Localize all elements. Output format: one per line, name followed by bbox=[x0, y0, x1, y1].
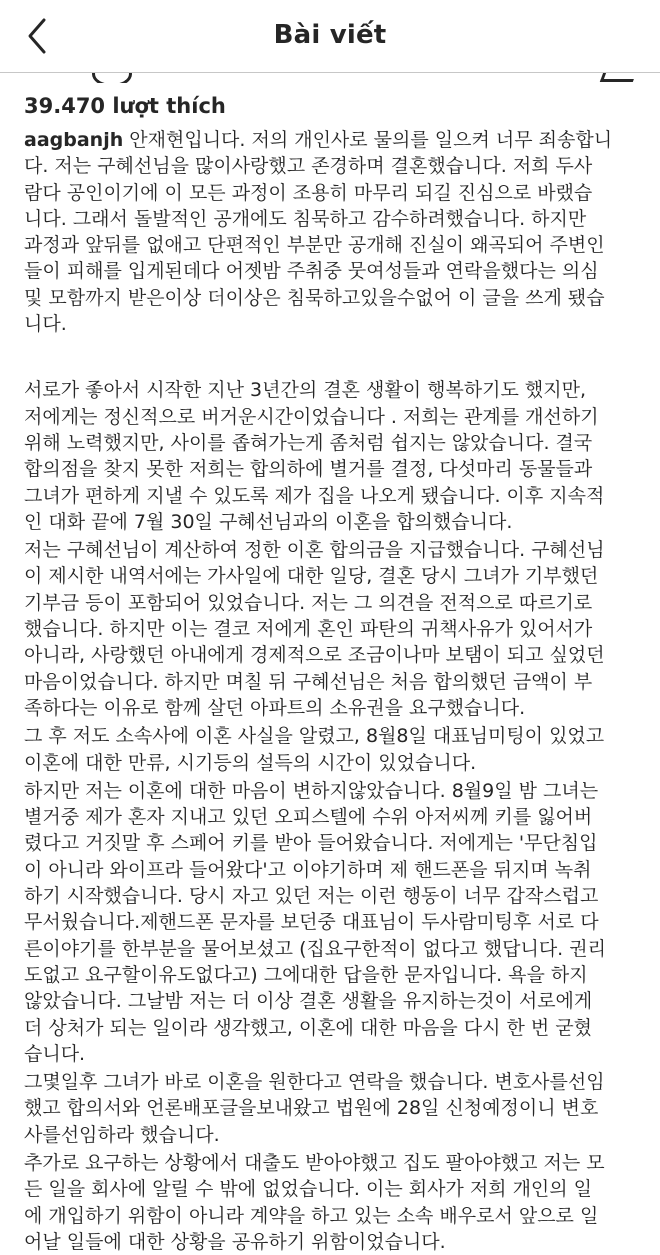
caption-line: 했습니다. 하지만 이는 결코 저에게 혼인 파탄의 귀책사유가 있어서가 bbox=[24, 618, 593, 641]
caption-line: 마음이었습니다. 하지만 며칠 뒤 구혜선님은 처음 합의했던 금액이 부 bbox=[24, 670, 593, 693]
caption-line: 했고 합의서와 언론배포글을보내왔고 법원에 28일 신청예정이니 변호 bbox=[24, 1097, 599, 1120]
caption-paragraph bbox=[24, 1150, 636, 1255]
caption-line: 들이 피해를 입게된데다 어젯밤 주취중 뭇여성들과 연락을했다는 의심 bbox=[24, 260, 599, 283]
caption-line: 서로가 좋아서 시작한 지난 3년간의 결혼 생활이 행복하기도 했지만, bbox=[24, 379, 587, 402]
caption-line: 추가로 요구하는 상황에서 대출도 받아야했고 집도 팔아야했고 저는 모 bbox=[24, 1151, 605, 1174]
caption-line: 무서웠습니다.제핸드폰 문자를 보던중 대표님이 두사람미팅후 서로 다 bbox=[24, 911, 599, 934]
caption-line: 니다. bbox=[24, 313, 67, 336]
bookmark-icon[interactable] bbox=[600, 73, 641, 82]
caption-line: 별거중 제가 혼자 지내고 있던 오피스텔에 수위 아저씨께 키를 잃어버 bbox=[24, 806, 593, 829]
caption-line: 합의점을 찾지 못한 저희는 합의하에 별거를 결정, 다섯마리 동물들과 bbox=[24, 458, 593, 481]
caption-line: 도없고 요구할이유도없다고) 그에대한 답을한 문자입니다. 욕을 하지 bbox=[24, 963, 588, 986]
caption-line: 그 후 저도 소속사에 이혼 사실을 알렸고, 8월8일 대표님미팅이 있었고 bbox=[24, 725, 605, 748]
caption-line: 다. 저는 구혜선님을 많이사랑했고 존경하며 결혼했습니다. 저희 두사 bbox=[24, 155, 593, 178]
caption-line: 니다. 그래서 돌발적인 공개에도 침묵하고 감수하려했습니다. 하지만 bbox=[24, 207, 587, 230]
caption-paragraph bbox=[24, 1069, 636, 1148]
top-navigation-bar bbox=[0, 0, 660, 73]
caption-line: 그녀가 편하게 지낼 수 있도록 제가 집을 나오게 됐습니다. 이후 지속적 bbox=[24, 484, 605, 507]
username-link[interactable]: aagbanjh bbox=[24, 129, 124, 151]
caption-line: 저는 구혜선님이 계산하여 정한 이혼 합의금을 지급했습니다. 구혜선님 bbox=[24, 539, 605, 562]
caption-line: 더 상처가 되는 일이라 생각했고, 이혼에 대한 마음을 다시 한 번 굳혔 bbox=[24, 1016, 593, 1039]
caption-line: 및 모함까지 받은이상 더이상은 침묵하고있을수없어 이 글을 쓰게 됐습 bbox=[24, 286, 605, 309]
caption-line: 이혼에 대한 만류, 시기등의 설득의 시간이 있었습니다. bbox=[24, 751, 477, 774]
page-title: Bài viết bbox=[273, 20, 387, 50]
caption-line: 하지만 저는 이혼에 대한 마음이 변하지않았습니다. 8월9일 밤 그녀는 bbox=[24, 779, 599, 802]
caption-line: 습니다. bbox=[24, 1042, 86, 1065]
caption-line: 렸다고 거짓말 후 스페어 키를 받아 들어왔습니다. 저에게는 '무단침입 bbox=[24, 832, 598, 855]
caption-line: 족하다는 이유로 함께 살던 아파트의 소유권을 요구했습니다. bbox=[24, 696, 526, 719]
caption-line: aagbanjh 안재현입니다. 저의 개인사로 물의를 일으켜 너무 죄송합니 bbox=[24, 129, 613, 151]
caption-line: 위해 노력했지만, 사이를 좁혀가는게 좀처럼 쉽지는 않았습니다. 결국 bbox=[24, 431, 593, 454]
caption-line: 에 개입하기 위함이 아니라 계약을 하고 있는 소속 배우로서 앞으로 일 bbox=[24, 1204, 599, 1227]
caption-line: 든 일을 회사에 알릴 수 밖에 없었습니다. 이는 회사가 저희 개인의 일 bbox=[24, 1178, 593, 1201]
caption-paragraph bbox=[24, 377, 636, 535]
like-count[interactable]: 39.470 lượt thích bbox=[24, 94, 226, 118]
caption-line: 아니라, 사랑했던 아내에게 경제적으로 조금이나마 보탬이 되고 싶었던 bbox=[24, 644, 605, 667]
cropped-action-icons bbox=[0, 73, 660, 83]
comment-icon[interactable] bbox=[92, 73, 132, 83]
caption-line: 인 대화 끝에 7월 30일 구혜선님과의 이혼을 합의했습니다. bbox=[24, 510, 513, 533]
post-caption bbox=[24, 127, 636, 1255]
caption-line: 하기 시작했습니다. 당시 자고 있던 저는 이런 행동이 너무 갑작스럽고 bbox=[24, 885, 599, 908]
caption-paragraph bbox=[24, 778, 636, 1067]
caption-line: 른이야기를 한부분을 물어보셨고 (집요구한적이 없다고 했답니다. 권리 bbox=[24, 937, 606, 960]
caption-line: 이 아니라 와이프라 들어왔다'고 이야기하며 제 핸드폰을 뒤지며 녹취 bbox=[24, 858, 592, 881]
caption-line: 어날 일들에 대한 상황을 공유하기 위함이었습니다. bbox=[24, 1230, 446, 1253]
caption-line: 그몇일후 그녀가 바로 이혼을 원한다고 연락을 했습니다. 변호사를선임 bbox=[24, 1071, 605, 1094]
caption-paragraph bbox=[24, 723, 636, 776]
caption-line: 기부금 등이 포함되어 있었습니다. 저는 그 의견을 전적으로 따르기로 bbox=[24, 591, 593, 614]
caption-paragraph bbox=[24, 537, 636, 721]
caption-line: 사를선임하라 했습니다. bbox=[24, 1123, 220, 1146]
caption-line: 과정과 앞뒤를 없애고 단편적인 부분만 공개해 진실이 왜곡되어 주변인 bbox=[24, 234, 605, 257]
caption-line: 람다 공인이기에 이 모든 과정이 조용히 마무리 되길 진심으로 바랬습 bbox=[24, 181, 593, 204]
caption-line: 않았습니다. 그날밤 저는 더 이상 결혼 생활을 유지하는것이 서로에게 bbox=[24, 990, 593, 1013]
caption-line: 이 제시한 내역서에는 가사일에 대한 일당, 결혼 당시 그녀가 기부했던 bbox=[24, 565, 599, 588]
caption-line: 저에게는 정신적으로 버거운시간이었습니다 . 저희는 관계를 개선하기 bbox=[24, 405, 599, 428]
caption-paragraph bbox=[24, 127, 636, 337]
